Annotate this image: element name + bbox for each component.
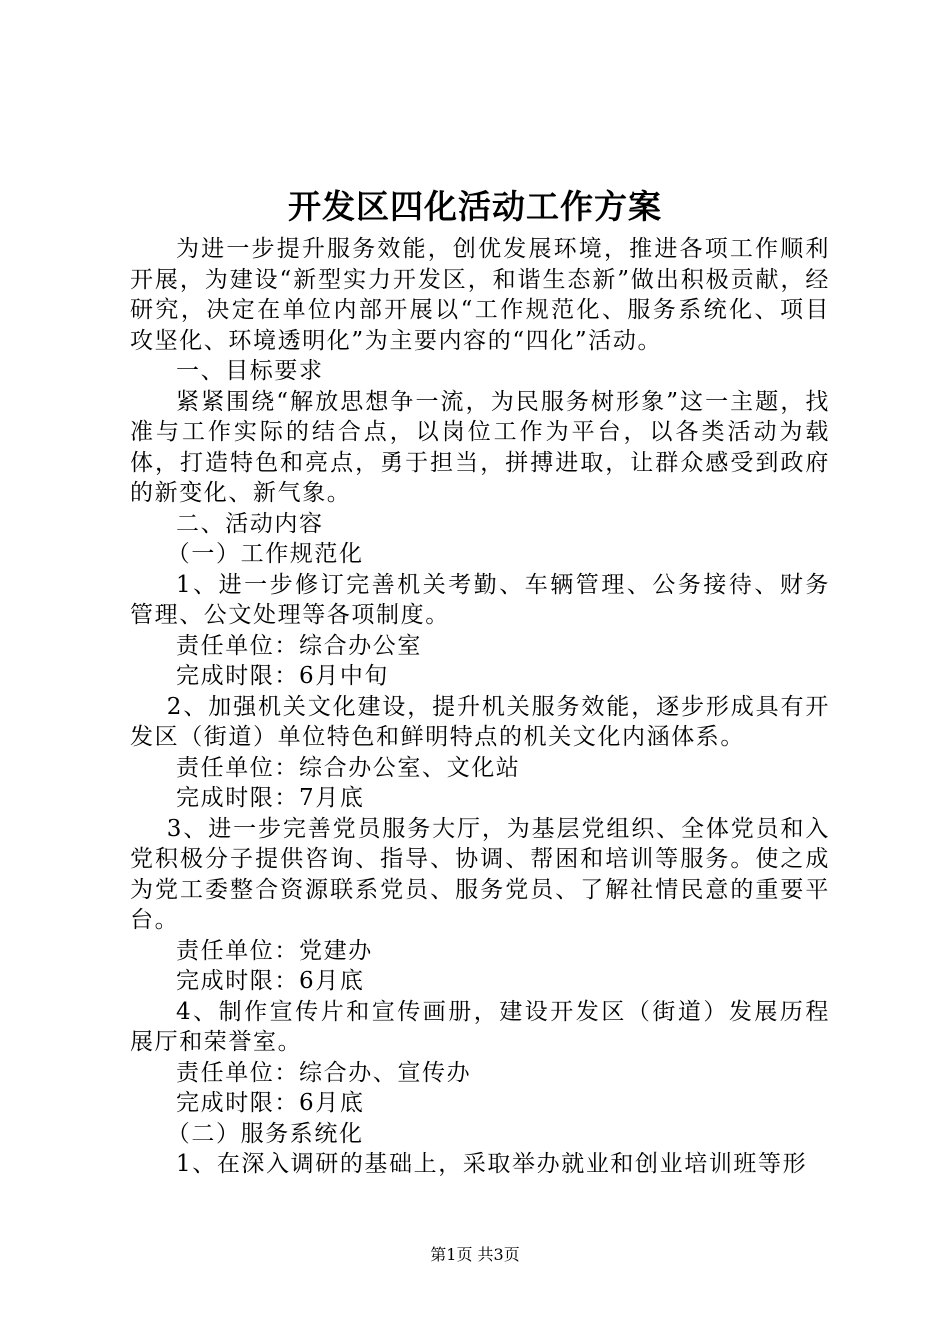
subsection-heading-service: （二）服务系统化	[166, 1120, 364, 1147]
item-1-text: 1、进一步修订完善机关考勤、车辆管理、公务接待、财务管理、公文处理等各项制度。	[130, 571, 830, 628]
service-item-1-text: 1、在深入调研的基础上，采取举办就业和创业培训班等形	[176, 1151, 808, 1177]
document-body	[130, 234, 830, 1180]
document-title: 开发区四化活动工作方案	[288, 187, 662, 226]
item-4-deadline: 完成时限：6月底	[176, 1090, 365, 1116]
paragraph-goals: 紧紧围绕“解放思想争一流，为民服务树形象”这一主题，找准与工作实际的结合点，以岗位工作为平台，以各类活动为载体，打造特色和亮点，勇于担当，拼搏进取，让群众感受到政府的新变化、新气象。	[130, 388, 830, 506]
item-3-text: 3、进一步完善党员服务大厅，为基层党组织、全体党员和入党积极分子提供咨询、指导、协调、帮困和培训等服务。使之成为党工委整合资源联系党员、服务党员、了解社情民意的重要平台。	[130, 815, 830, 933]
item-3-deadline: 完成时限：6月底	[176, 968, 365, 994]
subsection-heading-standardization: （一）工作规范化	[166, 541, 364, 567]
item-2-deadline: 完成时限：7月底	[176, 785, 365, 811]
section-heading-content: 二、活动内容	[176, 510, 324, 537]
item-1-deadline: 完成时限：6月中旬	[176, 663, 390, 689]
item-2-responsible: 责任单位：综合办公室、文化站	[176, 754, 521, 781]
section-heading-goals: 一、目标要求	[176, 358, 324, 384]
item-1-responsible: 责任单位：综合办公室	[176, 632, 422, 659]
item-4-text: 4、制作宣传片和宣传画册，建设开发区（街道）发展历程展厅和荣誉室。	[130, 998, 830, 1055]
item-3-responsible: 责任单位：党建办	[176, 937, 373, 964]
paragraph-intro: 为进一步提升服务效能，创优发展环境，推进各项工作顺利开展，为建设“新型实力开发区，和谐生态新”做出积极贡献，经研究，决定在单位内部开展以“工作规范化、服务系统化、项目攻坚化、环境透明化”为主要内容的“四化”活动。	[130, 236, 830, 354]
page-footer: 第1页 共3页	[430, 1245, 520, 1264]
item-2-text: 2、加强机关文化建设，提升机关服务效能，逐步形成具有开发区（街道）单位特色和鲜明特点的机关文化内涵体系。	[130, 693, 830, 750]
item-4-responsible: 责任单位：综合办、宣传办	[176, 1059, 472, 1086]
